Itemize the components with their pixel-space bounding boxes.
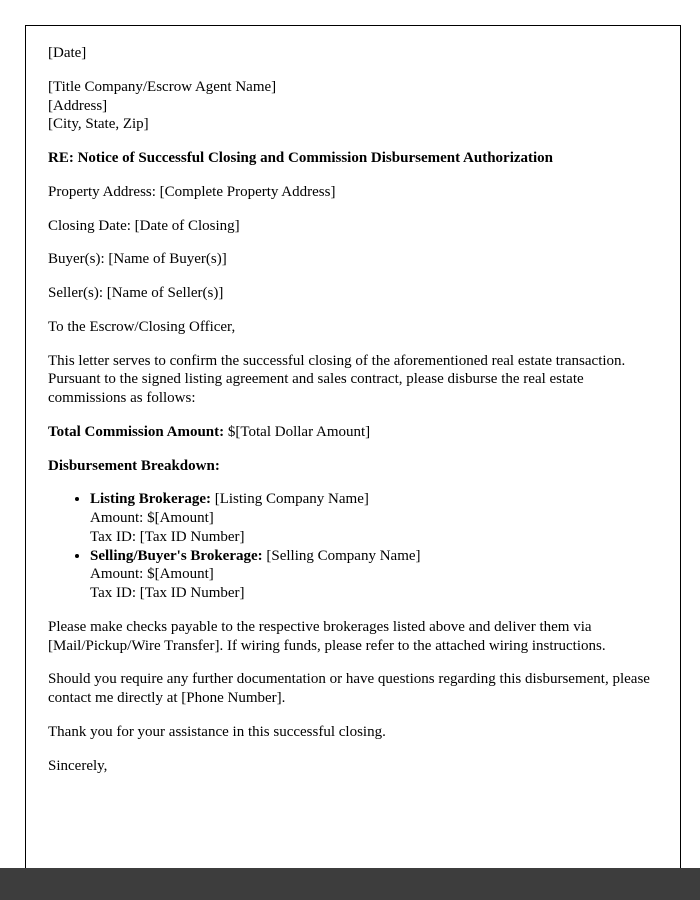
listing-brokerage-label: Listing Brokerage: bbox=[90, 491, 211, 508]
listing-brokerage-tax-id: Tax ID: [Tax ID Number] bbox=[90, 528, 245, 545]
selling-brokerage-name: [Selling Company Name] bbox=[262, 547, 421, 564]
date-line: [Date] bbox=[48, 45, 87, 61]
listing-brokerage-amount: Amount: $[Amount] bbox=[90, 510, 214, 526]
total-commission-label: Total Commission Amount: bbox=[48, 423, 225, 440]
subject-line: RE: Notice of Successful Closing and Commission Disbursement Authorization bbox=[48, 150, 554, 166]
total-commission-line bbox=[48, 423, 654, 442]
delivery-paragraph: Please make checks payable to the respective brokerages listed above and deliver them via [Mail/Pickup/Wire Transfer]. If wiring funds, please refer to the attached wiring instructions. bbox=[48, 618, 606, 654]
breakdown-list bbox=[48, 490, 654, 603]
selling-brokerage-amount: Amount: $[Amount] bbox=[90, 566, 214, 583]
sellers-line: Seller(s): [Name of Seller(s)] bbox=[48, 285, 224, 301]
closing-salutation: Sincerely, bbox=[48, 757, 108, 774]
salutation-line: To the Escrow/Closing Officer, bbox=[48, 318, 236, 335]
listing-brokerage-name: [Listing Company Name] bbox=[210, 491, 369, 508]
breakdown-heading: Disbursement Breakdown: bbox=[48, 457, 220, 474]
thanks-paragraph: Thank you for your assistance in this successful closing. bbox=[48, 723, 386, 740]
recipient-address: [Address] bbox=[48, 97, 108, 114]
bottom-bar bbox=[0, 868, 700, 900]
property-address-line: Property Address: [Complete Property Address] bbox=[48, 183, 336, 200]
intro-paragraph: This letter serves to confirm the successful closing of the aforementioned real estate transaction. Pursuant to the signed listing agreement and sales contract, please disburse the real estate commissions as follows: bbox=[48, 352, 626, 406]
breakdown-item-listing bbox=[90, 490, 654, 546]
breakdown-item-selling bbox=[90, 547, 654, 603]
recipient-name: [Title Company/Escrow Agent Name] bbox=[48, 78, 277, 95]
contact-paragraph: Should you require any further documentation or have questions regarding this disbursement, please contact me directly at [Phone Number]. bbox=[48, 671, 650, 706]
selling-brokerage-label: Selling/Buyer's Brokerage: bbox=[90, 547, 263, 564]
total-commission-value: $[Total Dollar Amount] bbox=[224, 423, 371, 440]
letter-page bbox=[25, 25, 681, 868]
buyers-line: Buyer(s): [Name of Buyer(s)] bbox=[48, 251, 227, 268]
closing-date-line: Closing Date: [Date of Closing] bbox=[48, 217, 240, 234]
recipient-city-state-zip: [City, State, Zip] bbox=[48, 116, 149, 133]
selling-brokerage-tax-id: Tax ID: [Tax ID Number] bbox=[90, 585, 245, 601]
recipient-block bbox=[48, 78, 654, 134]
